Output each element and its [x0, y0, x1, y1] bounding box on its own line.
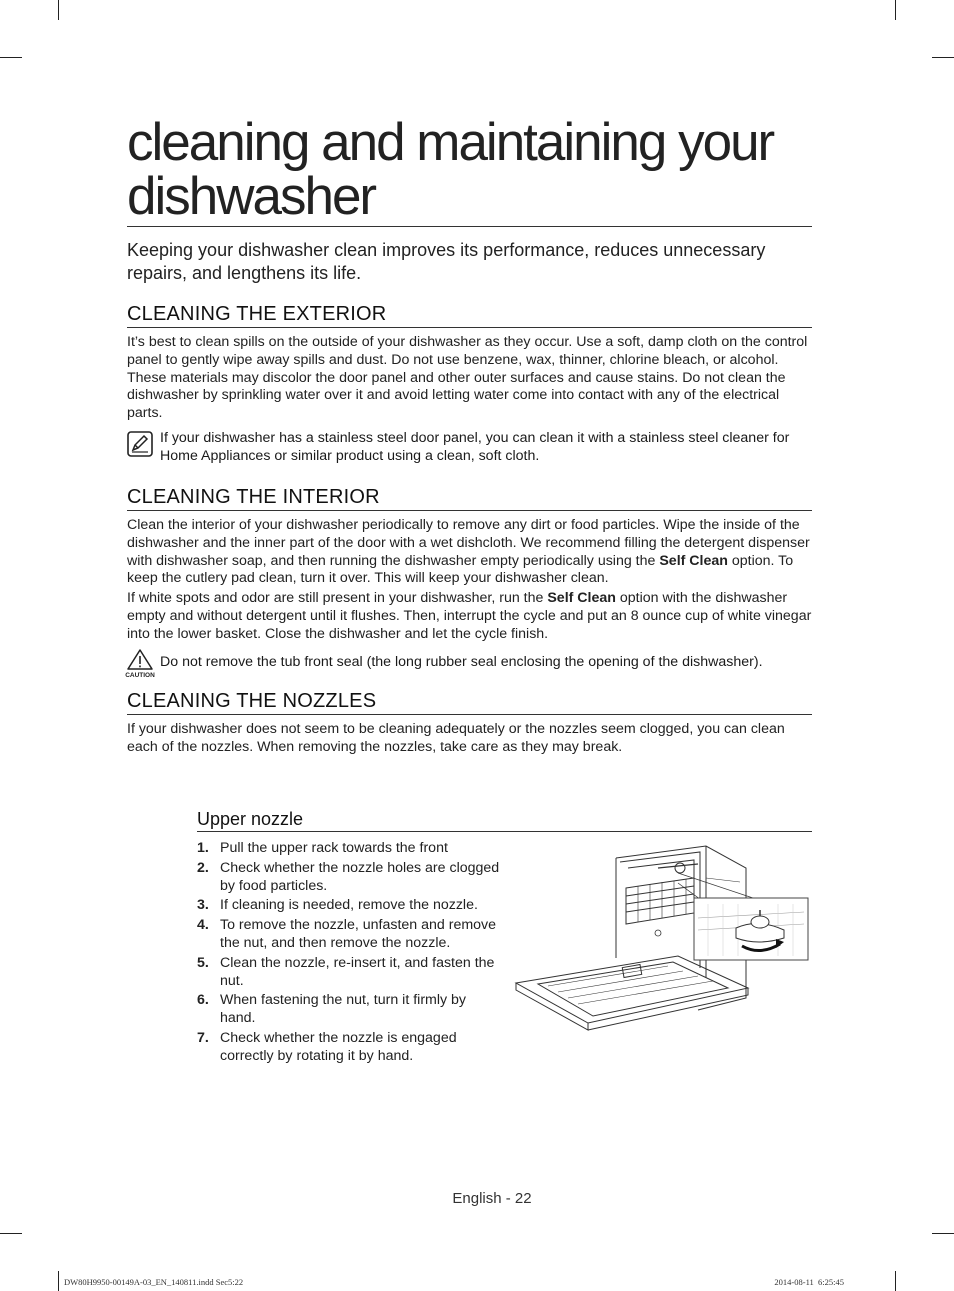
section-interior [125, 485, 812, 678]
note-pencil-icon [127, 431, 153, 463]
list-item: 2. Check whether the nozzle holes are clogged by food particles. [197, 859, 500, 894]
section-heading: CLEANING THE NOZZLES [127, 689, 812, 715]
crop-mark [895, 1271, 896, 1291]
exterior-body: It’s best to clean spills on the outside of your dishwasher as they occur. Use a soft, damp cloth on the control panel to gently wipe away spills and dust. Do not use benzene, wax, thinner, chlorine bleach, or alcohol. These materials may discolor the door panel and other outer surfaces and cause stains. Do not clean the dishwasher by sprinkling water over it and avoid letting water come into contact with any of the electrical parts. [127, 334, 808, 422]
crop-mark [0, 1233, 22, 1234]
list-item: 1. Pull the upper rack towards the front [197, 840, 448, 856]
intro-text: Keeping your dishwasher clean improves its performance, reduces unnecessary repairs, and lengthens its life. [127, 240, 766, 283]
list-item: 5. Clean the nozzle, re-insert it, and fasten the nut. [197, 954, 495, 989]
section-heading: CLEANING THE INTERIOR [127, 485, 812, 511]
crop-mark [58, 0, 59, 20]
caution-label: CAUTION [125, 671, 155, 678]
caution-warning-icon [123, 648, 157, 684]
section-nozzles [127, 689, 812, 757]
subsection-heading: Upper nozzle [197, 808, 812, 832]
steps-list [197, 840, 502, 1066]
crop-mark [0, 57, 22, 58]
nozzles-body: If your dishwasher does not seem to be cleaning adequately or the nozzles seem clogged, you can clean each of the nozzles. When removing the nozzles, take care as they may break. [127, 721, 785, 755]
page-title: cleaning and maintaining your dishwasher [127, 116, 812, 227]
crop-mark [58, 1271, 59, 1291]
slug-left: DW80H9950-00149A-03_EN_140811.indd Sec5:22 [64, 1277, 244, 1287]
list-item: 4. To remove the nozzle, unfasten and remove the nut, and then remove the nozzle. [197, 917, 497, 951]
interior-paragraph-1: Clean the interior of your dishwasher periodically to remove any dirt or food particles. Wipe the inside of the dishwasher and the inner part of the door with a wet dishcloth. We recommend filling the detergent dispenser with dishwasher soap, and then running the dishwasher empty periodically using the Self Clean option. To keep the cutlery pad clean, turn it over. This will keep your dishwasher clean. [127, 517, 810, 587]
list-item: 3. If cleaning is needed, remove the nozzle. [197, 897, 478, 914]
crop-mark [932, 1233, 954, 1234]
slug-right: 2014-08-11 ⁠ 6:25:45 [774, 1277, 844, 1287]
caution-text: Do not remove the tub front seal (the long rubber seal enclosing the opening of the dishwasher). [160, 653, 763, 670]
section-heading: CLEANING THE EXTERIOR [127, 302, 812, 328]
crop-mark [932, 57, 954, 58]
interior-paragraph-2: If white spots and odor are still present in your dishwasher, run the Self Clean option with the dishwasher empty and without detergent until it flushes. Then, interrupt the cycle and put an 8 ounce cup of white vinegar into the lower basket. Close the dishwasher and let the cycle finish. [127, 590, 812, 642]
dishwasher-illustration [508, 838, 813, 1038]
note-text: If your dishwasher has a stainless steel door panel, you can clean it with a stainless steel cleaner for Home Appliances or similar product using a clean, soft cloth. [160, 429, 790, 464]
caution-block [125, 653, 812, 678]
crop-mark [895, 0, 896, 20]
list-item: 6. When fastening the nut, turn it firmly by hand. [197, 992, 467, 1027]
list-item: 7. Check whether the nozzle is engaged correctly by rotating it by hand. [197, 1029, 457, 1064]
section-exterior [127, 302, 812, 466]
note-block [127, 430, 812, 466]
page-number: English - 22 [452, 1190, 532, 1207]
